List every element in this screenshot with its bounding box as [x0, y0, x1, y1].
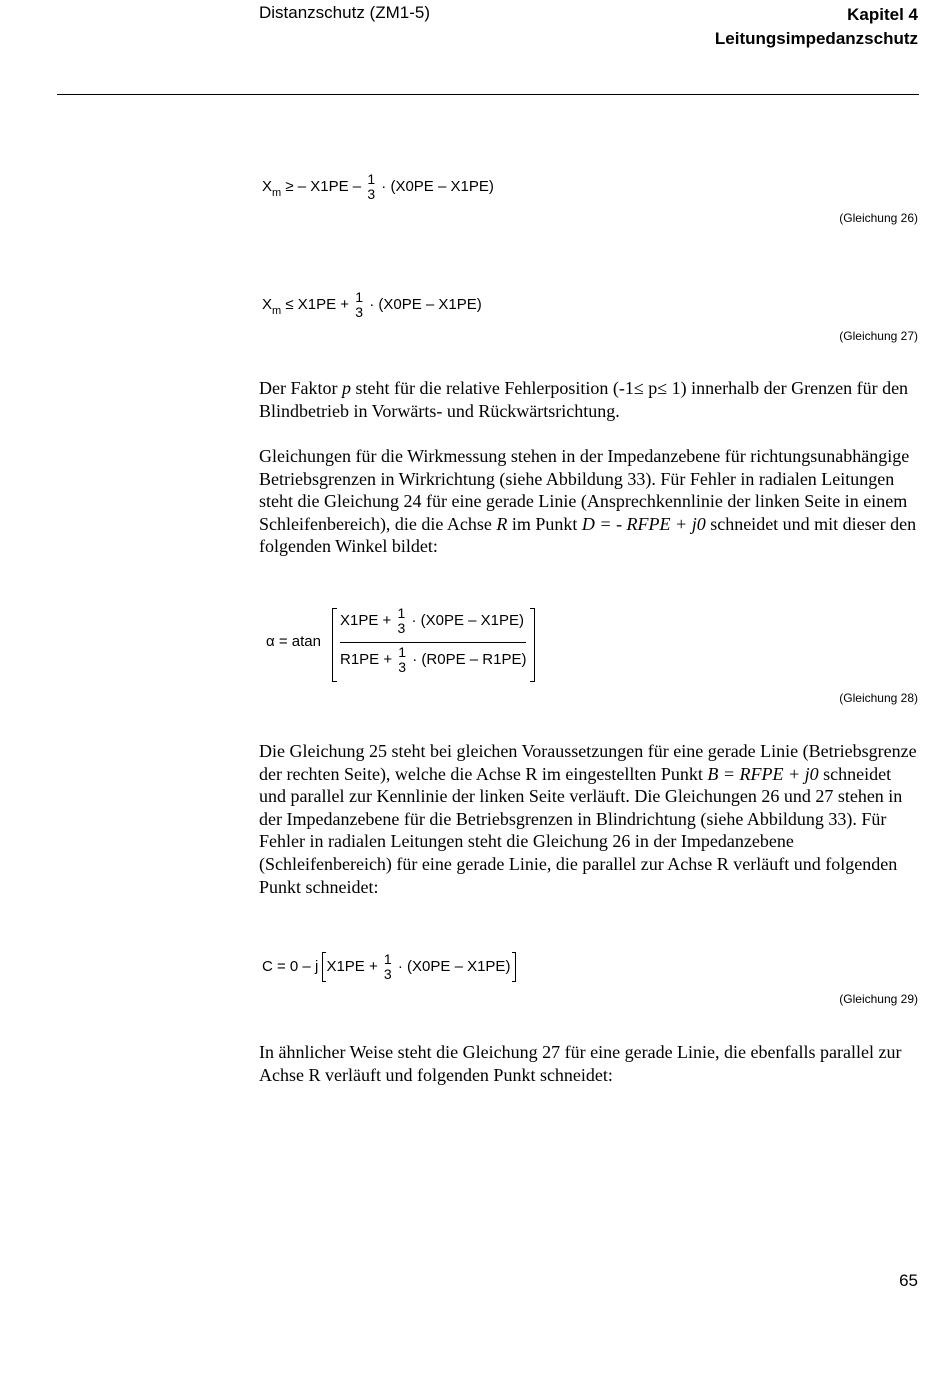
left-bracket — [332, 608, 337, 682]
chapter-title: Leitungsimpedanzschutz — [714, 29, 918, 48]
paragraph-3: Die Gleichung 25 steht bei gleichen Voraussetzungen für eine gerade Linie (Betriebsgrenze der rechten Seite), welche die Achse R im eingestellten Punkt B = RFPE + j0 schneidet und parallel zur Kennlinie der linken Seite verläuft. Die Gleichungen 26 und 27 stehen in der Impedanzebene für die Betriebsgrenzen in Blindrichtung (siehe Abbildung 33). Für Fehler in radialen Leitungen steht die Gleichung 26 in der Impedanzebene (Schleifenbereich) für eine gerade Linie, die parallel zur Achse R verläuft und folgenden Punkt schneidet: — [259, 741, 917, 897]
running-header-right — [715, 3, 918, 51]
header-rule — [57, 94, 919, 95]
running-header-left: Distanzschutz (ZM1-5) — [259, 3, 430, 22]
equation-28-label: (Gleichung 28) — [839, 691, 918, 705]
page-number: 65 — [899, 1271, 918, 1290]
equation-26-label: (Gleichung 26) — [839, 211, 918, 225]
equation-29-label: (Gleichung 29) — [839, 992, 918, 1006]
fraction: 1 3 — [383, 951, 392, 982]
chapter-label: Kapitel 4 — [847, 5, 918, 24]
equation-27-label: (Gleichung 27) — [839, 329, 918, 343]
equation-28: α = atan X1PE + 1 3 · (X0PE – X1PE) R1PE + 1 3 · (R0PE – R1PE) — [262, 604, 562, 684]
paragraph-4: In ähnlicher Weise steht die Gleichung 27 für eine gerade Linie, die ebenfalls parallel zur Achse R verläuft und folgenden Punkt schneidet: — [259, 1042, 902, 1085]
equation-29: C = 0 – j X1PE + 1 3 · (X0PE – X1PE) — [262, 952, 516, 982]
paragraph-1: Der Faktor p steht für die relative Fehlerposition (-1≤ p≤ 1) innerhalb der Grenzen für den Blindbetrieb in Vorwärts- und Rückwärtsrichtung. — [259, 378, 909, 421]
equation-27: $X_m \le X1PE$ + 1 3 · (X0PE – X1PE) — [262, 289, 482, 320]
fraction-numerator: X1PE + 1 3 · (X0PE – X1PE) — [340, 605, 524, 636]
equation-26: $X_m$ ≥ – X1PE – 1 3 · (X0PE – X1PE) — [262, 171, 494, 202]
fraction: 1 3 — [367, 171, 376, 202]
right-bracket — [512, 952, 516, 982]
fraction-denominator: R1PE + 1 3 · (R0PE – R1PE) — [340, 644, 527, 675]
paragraph-2: Gleichungen für die Wirkmessung stehen in der Impedanzebene für richtungsunabhängige Betriebsgrenzen in Wirkrichtung (siehe Abbildung 33). Für Fehler in radialen Leitungen steht die Gleichung 24 für eine gerade Linie (Ansprechkennlinie der linken Seite in einem Schleifenbereich), die die Achse R im Punkt D = - RFPE + j0 schneidet und mit dieser den folgenden Winkel bildet: — [259, 446, 917, 557]
fraction-line — [340, 642, 526, 643]
right-bracket — [530, 608, 535, 682]
fraction: 1 3 — [355, 289, 364, 320]
